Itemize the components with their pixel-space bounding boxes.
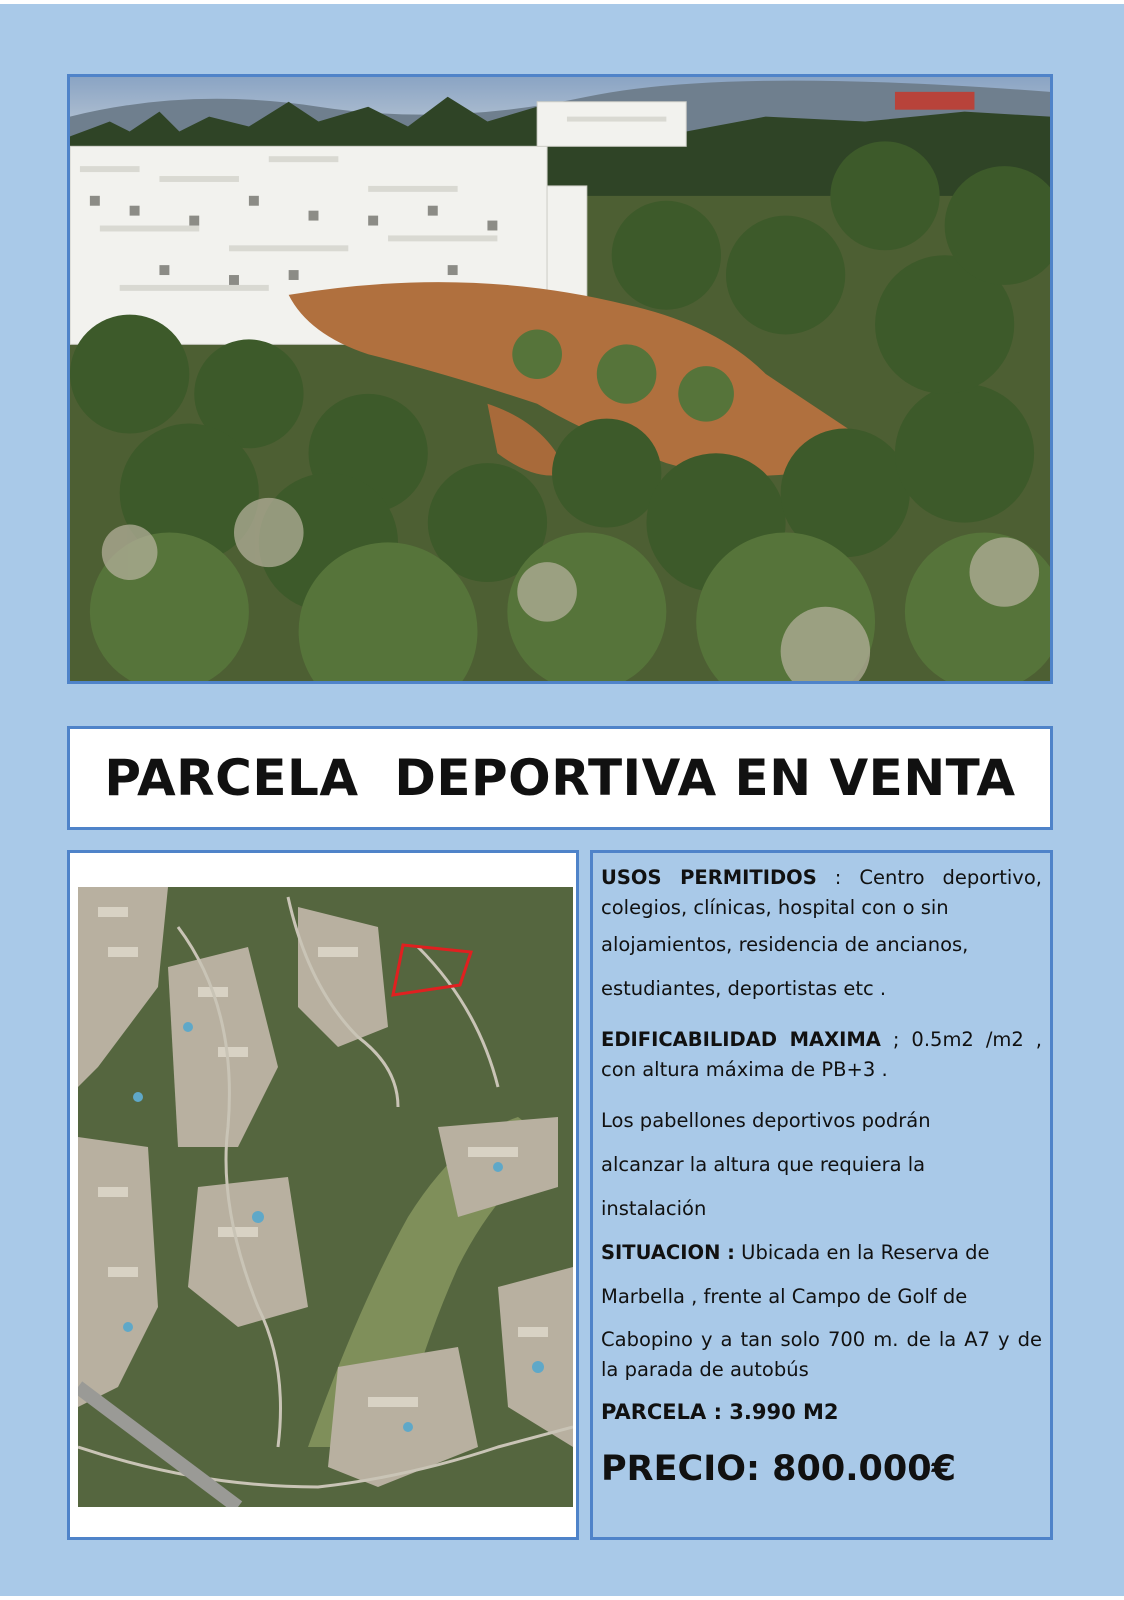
situacion-text-1: Ubicada en la Reserva de — [734, 1241, 990, 1264]
photo-illustration — [70, 77, 1050, 681]
pabellones-line-2: alcanzar la altura que requiera la — [601, 1153, 926, 1176]
situacion-label: SITUACION : — [601, 1241, 735, 1264]
usos-label: USOS PERMITIDOS — [601, 866, 817, 889]
pabellones-line-3: instalación — [601, 1197, 707, 1220]
usos-text-3: estudiantes, deportistas etc . — [601, 977, 887, 1000]
info-panel — [590, 850, 1053, 1540]
edif-label: EDIFICABILIDAD MAXIMA — [601, 1028, 881, 1051]
aerial-map — [78, 887, 573, 1507]
parcela-size: PARCELA : 3.990 M2 — [601, 1400, 839, 1424]
price: PRECIO: 800.000€ — [601, 1449, 956, 1489]
usos-paragraph — [601, 863, 1042, 923]
hillside-photo — [67, 74, 1053, 684]
situacion-text-2: Marbella , frente al Campo de Golf de — [601, 1285, 968, 1308]
usos-text-1: : Centro deportivo, colegios, clínicas, hospital con o sin — [601, 866, 1042, 919]
usos-text-2: alojamientos, residencia de ancianos, — [601, 933, 969, 956]
aerial-map-illustration — [78, 887, 573, 1507]
pabellones-line-1: Los pabellones deportivos podrán — [601, 1109, 931, 1132]
situacion-paragraph — [601, 1231, 1042, 1275]
title-banner — [67, 726, 1053, 830]
edif-paragraph — [601, 1025, 1042, 1085]
flyer-page — [0, 4, 1124, 1596]
situacion-text-3: Cabopino y a tan solo 700 m. de la A7 y de la parada de autobús — [601, 1328, 1042, 1381]
page-title: PARCELA DEPORTIVA EN VENTA — [104, 749, 1016, 807]
map-panel — [67, 850, 579, 1540]
edif-text: ; 0.5m2 /m2 , con altura máxima de PB+3 . — [601, 1028, 1042, 1081]
